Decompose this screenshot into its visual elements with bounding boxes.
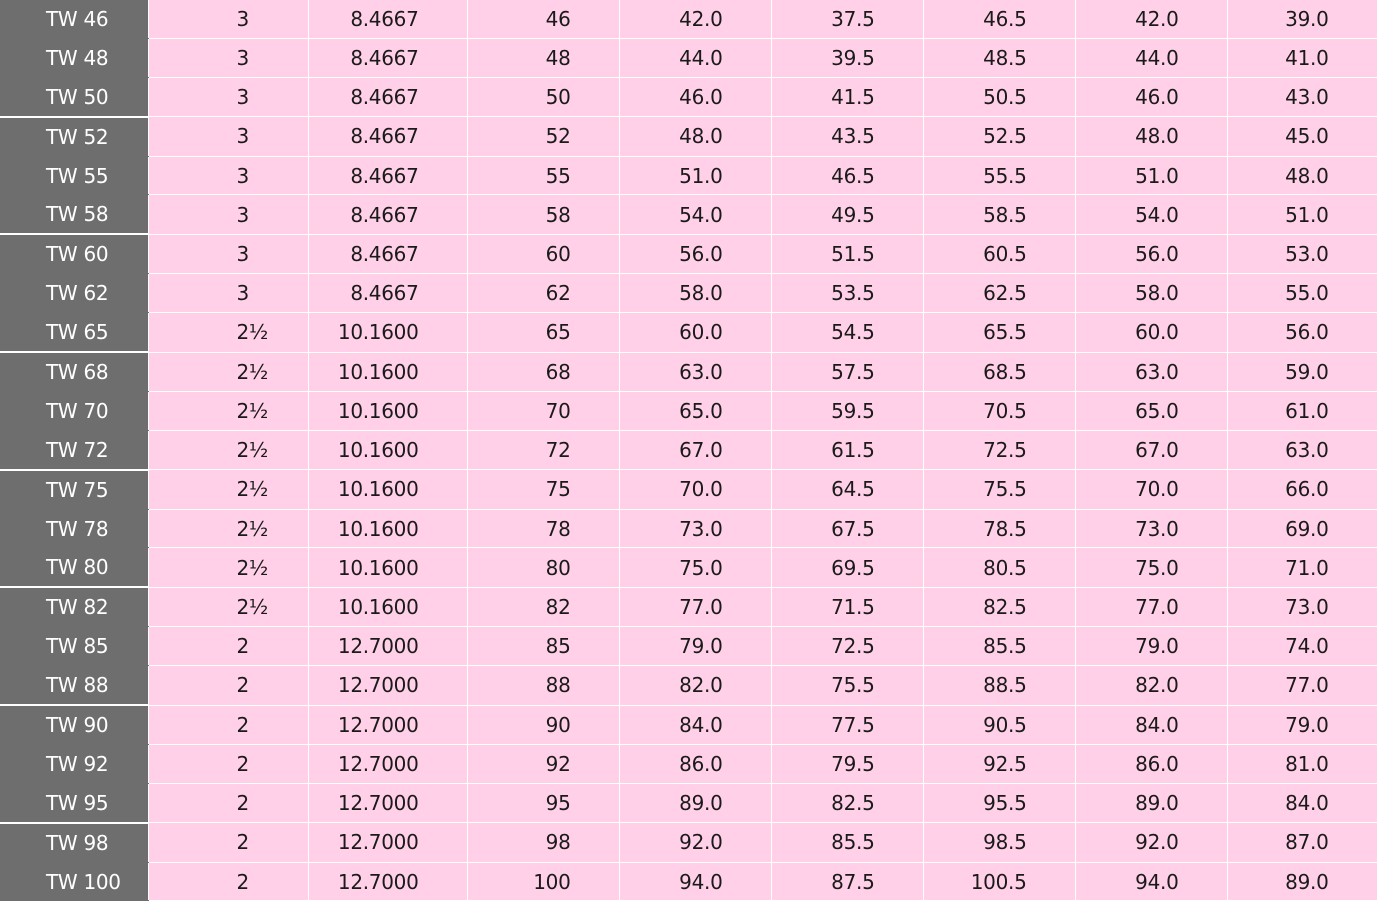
pitch-cell: 8.4667 <box>308 38 467 77</box>
pitch-cell: 8.4667 <box>308 0 467 38</box>
value-cell-3: 68.5 <box>923 352 1075 391</box>
threads-per-inch-cell: 2 <box>148 744 308 783</box>
value-cell-4: 44.0 <box>1075 38 1227 77</box>
thread-name-cell: TW 80 <box>0 548 148 587</box>
value-cell-4: 75.0 <box>1075 548 1227 587</box>
table-row <box>0 430 1377 469</box>
value-cell-2: 59.5 <box>771 391 923 430</box>
value-cell-3: 80.5 <box>923 548 1075 587</box>
pitch-cell: 12.7000 <box>308 627 467 666</box>
thread-name-cell: TW 70 <box>0 391 148 430</box>
value-cell-2: 51.5 <box>771 234 923 273</box>
value-cell-3: 95.5 <box>923 783 1075 822</box>
value-cell-3: 100.5 <box>923 862 1075 901</box>
value-cell-5: 66.0 <box>1227 470 1377 509</box>
value-cell-2: 43.5 <box>771 117 923 156</box>
value-cell-2: 67.5 <box>771 509 923 548</box>
value-cell-1: 92.0 <box>619 823 771 862</box>
value-cell-5: 73.0 <box>1227 587 1377 626</box>
threads-per-inch-cell: 2½ <box>148 587 308 626</box>
value-cell-2: 49.5 <box>771 195 923 234</box>
nominal-diameter-cell: 78 <box>467 509 619 548</box>
value-cell-3: 58.5 <box>923 195 1075 234</box>
nominal-diameter-cell: 95 <box>467 783 619 822</box>
value-cell-5: 84.0 <box>1227 783 1377 822</box>
pitch-cell: 10.1600 <box>308 470 467 509</box>
value-cell-5: 43.0 <box>1227 77 1377 116</box>
value-cell-2: 85.5 <box>771 823 923 862</box>
value-cell-4: 82.0 <box>1075 666 1227 705</box>
value-cell-3: 55.5 <box>923 156 1075 195</box>
value-cell-3: 88.5 <box>923 666 1075 705</box>
pitch-cell: 10.1600 <box>308 352 467 391</box>
pitch-cell: 12.7000 <box>308 666 467 705</box>
value-cell-1: 54.0 <box>619 195 771 234</box>
pitch-cell: 12.7000 <box>308 744 467 783</box>
threads-per-inch-cell: 3 <box>148 195 308 234</box>
nominal-diameter-cell: 50 <box>467 77 619 116</box>
table-row <box>0 823 1377 862</box>
nominal-diameter-cell: 80 <box>467 548 619 587</box>
thread-name-cell: TW 52 <box>0 117 148 156</box>
value-cell-1: 84.0 <box>619 705 771 744</box>
threads-per-inch-cell: 2½ <box>148 548 308 587</box>
nominal-diameter-cell: 58 <box>467 195 619 234</box>
threads-per-inch-cell: 2 <box>148 705 308 744</box>
threads-per-inch-cell: 2 <box>148 666 308 705</box>
value-cell-5: 55.0 <box>1227 274 1377 313</box>
value-cell-3: 70.5 <box>923 391 1075 430</box>
threads-per-inch-cell: 2½ <box>148 391 308 430</box>
value-cell-4: 79.0 <box>1075 627 1227 666</box>
value-cell-1: 73.0 <box>619 509 771 548</box>
value-cell-5: 77.0 <box>1227 666 1377 705</box>
value-cell-2: 54.5 <box>771 313 923 352</box>
threads-per-inch-cell: 2½ <box>148 509 308 548</box>
thread-name-cell: TW 48 <box>0 38 148 77</box>
table-row <box>0 548 1377 587</box>
table-row <box>0 705 1377 744</box>
thread-name-cell: TW 60 <box>0 234 148 273</box>
value-cell-2: 71.5 <box>771 587 923 626</box>
value-cell-4: 94.0 <box>1075 862 1227 901</box>
nominal-diameter-cell: 88 <box>467 666 619 705</box>
table-row <box>0 195 1377 234</box>
thread-name-cell: TW 58 <box>0 195 148 234</box>
value-cell-1: 70.0 <box>619 470 771 509</box>
threads-per-inch-cell: 2 <box>148 783 308 822</box>
value-cell-5: 87.0 <box>1227 823 1377 862</box>
nominal-diameter-cell: 92 <box>467 744 619 783</box>
value-cell-5: 45.0 <box>1227 117 1377 156</box>
nominal-diameter-cell: 85 <box>467 627 619 666</box>
pitch-cell: 8.4667 <box>308 156 467 195</box>
pitch-cell: 10.1600 <box>308 587 467 626</box>
value-cell-4: 58.0 <box>1075 274 1227 313</box>
value-cell-2: 79.5 <box>771 744 923 783</box>
value-cell-5: 59.0 <box>1227 352 1377 391</box>
value-cell-2: 61.5 <box>771 430 923 469</box>
value-cell-3: 90.5 <box>923 705 1075 744</box>
nominal-diameter-cell: 60 <box>467 234 619 273</box>
table-row <box>0 509 1377 548</box>
value-cell-5: 71.0 <box>1227 548 1377 587</box>
value-cell-4: 42.0 <box>1075 0 1227 38</box>
value-cell-4: 60.0 <box>1075 313 1227 352</box>
threads-per-inch-cell: 2½ <box>148 313 308 352</box>
value-cell-4: 54.0 <box>1075 195 1227 234</box>
pitch-cell: 12.7000 <box>308 783 467 822</box>
value-cell-2: 37.5 <box>771 0 923 38</box>
table-row <box>0 0 1377 38</box>
thread-name-cell: TW 85 <box>0 627 148 666</box>
value-cell-3: 78.5 <box>923 509 1075 548</box>
threads-per-inch-cell: 3 <box>148 38 308 77</box>
value-cell-3: 52.5 <box>923 117 1075 156</box>
value-cell-2: 41.5 <box>771 77 923 116</box>
nominal-diameter-cell: 98 <box>467 823 619 862</box>
value-cell-1: 94.0 <box>619 862 771 901</box>
value-cell-3: 82.5 <box>923 587 1075 626</box>
value-cell-2: 53.5 <box>771 274 923 313</box>
value-cell-5: 81.0 <box>1227 744 1377 783</box>
pitch-cell: 8.4667 <box>308 234 467 273</box>
nominal-diameter-cell: 70 <box>467 391 619 430</box>
value-cell-4: 46.0 <box>1075 77 1227 116</box>
table-row <box>0 234 1377 273</box>
value-cell-3: 62.5 <box>923 274 1075 313</box>
value-cell-4: 86.0 <box>1075 744 1227 783</box>
thread-name-cell: TW 78 <box>0 509 148 548</box>
value-cell-4: 48.0 <box>1075 117 1227 156</box>
thread-name-cell: TW 95 <box>0 783 148 822</box>
table-row <box>0 744 1377 783</box>
thread-name-cell: TW 75 <box>0 470 148 509</box>
threads-per-inch-cell: 2½ <box>148 430 308 469</box>
value-cell-2: 82.5 <box>771 783 923 822</box>
thread-name-cell: TW 92 <box>0 744 148 783</box>
thread-name-cell: TW 88 <box>0 666 148 705</box>
value-cell-5: 63.0 <box>1227 430 1377 469</box>
table-row <box>0 627 1377 666</box>
value-cell-5: 69.0 <box>1227 509 1377 548</box>
value-cell-5: 79.0 <box>1227 705 1377 744</box>
value-cell-3: 65.5 <box>923 313 1075 352</box>
value-cell-1: 82.0 <box>619 666 771 705</box>
threads-per-inch-cell: 3 <box>148 117 308 156</box>
nominal-diameter-cell: 90 <box>467 705 619 744</box>
table-row <box>0 391 1377 430</box>
value-cell-1: 60.0 <box>619 313 771 352</box>
value-cell-1: 44.0 <box>619 38 771 77</box>
value-cell-2: 75.5 <box>771 666 923 705</box>
threads-per-inch-cell: 2 <box>148 862 308 901</box>
table-row <box>0 77 1377 116</box>
thread-name-cell: TW 72 <box>0 430 148 469</box>
thread-name-cell: TW 50 <box>0 77 148 116</box>
table-row <box>0 862 1377 901</box>
value-cell-1: 63.0 <box>619 352 771 391</box>
value-cell-5: 48.0 <box>1227 156 1377 195</box>
threads-per-inch-cell: 2½ <box>148 352 308 391</box>
nominal-diameter-cell: 62 <box>467 274 619 313</box>
nominal-diameter-cell: 75 <box>467 470 619 509</box>
value-cell-4: 84.0 <box>1075 705 1227 744</box>
threads-per-inch-cell: 2 <box>148 823 308 862</box>
value-cell-1: 48.0 <box>619 117 771 156</box>
pitch-cell: 10.1600 <box>308 430 467 469</box>
pitch-cell: 10.1600 <box>308 313 467 352</box>
nominal-diameter-cell: 46 <box>467 0 619 38</box>
nominal-diameter-cell: 100 <box>467 862 619 901</box>
nominal-diameter-cell: 55 <box>467 156 619 195</box>
value-cell-1: 75.0 <box>619 548 771 587</box>
thread-name-cell: TW 46 <box>0 0 148 38</box>
value-cell-1: 58.0 <box>619 274 771 313</box>
pitch-cell: 8.4667 <box>308 195 467 234</box>
table-row <box>0 783 1377 822</box>
table-row <box>0 156 1377 195</box>
value-cell-1: 42.0 <box>619 0 771 38</box>
value-cell-2: 87.5 <box>771 862 923 901</box>
pitch-cell: 8.4667 <box>308 274 467 313</box>
value-cell-1: 46.0 <box>619 77 771 116</box>
pitch-cell: 10.1600 <box>308 391 467 430</box>
value-cell-3: 92.5 <box>923 744 1075 783</box>
value-cell-1: 79.0 <box>619 627 771 666</box>
value-cell-2: 64.5 <box>771 470 923 509</box>
thread-name-cell: TW 100 <box>0 862 148 901</box>
thread-name-cell: TW 90 <box>0 705 148 744</box>
value-cell-4: 89.0 <box>1075 783 1227 822</box>
value-cell-5: 56.0 <box>1227 313 1377 352</box>
value-cell-5: 53.0 <box>1227 234 1377 273</box>
value-cell-1: 67.0 <box>619 430 771 469</box>
threads-per-inch-cell: 2 <box>148 627 308 666</box>
thread-name-cell: TW 98 <box>0 823 148 862</box>
value-cell-4: 70.0 <box>1075 470 1227 509</box>
pitch-cell: 8.4667 <box>308 117 467 156</box>
nominal-diameter-cell: 82 <box>467 587 619 626</box>
value-cell-4: 77.0 <box>1075 587 1227 626</box>
value-cell-5: 74.0 <box>1227 627 1377 666</box>
value-cell-1: 51.0 <box>619 156 771 195</box>
threads-per-inch-cell: 2½ <box>148 470 308 509</box>
thread-name-cell: TW 62 <box>0 274 148 313</box>
pitch-cell: 8.4667 <box>308 77 467 116</box>
value-cell-3: 48.5 <box>923 38 1075 77</box>
thread-name-cell: TW 65 <box>0 313 148 352</box>
pitch-cell: 12.7000 <box>308 862 467 901</box>
value-cell-5: 89.0 <box>1227 862 1377 901</box>
value-cell-3: 75.5 <box>923 470 1075 509</box>
nominal-diameter-cell: 65 <box>467 313 619 352</box>
pitch-cell: 12.7000 <box>308 705 467 744</box>
value-cell-3: 85.5 <box>923 627 1075 666</box>
value-cell-5: 61.0 <box>1227 391 1377 430</box>
thread-name-cell: TW 55 <box>0 156 148 195</box>
thread-name-cell: TW 68 <box>0 352 148 391</box>
table-row <box>0 470 1377 509</box>
table-row <box>0 117 1377 156</box>
value-cell-3: 60.5 <box>923 234 1075 273</box>
value-cell-5: 51.0 <box>1227 195 1377 234</box>
threads-per-inch-cell: 3 <box>148 156 308 195</box>
value-cell-5: 39.0 <box>1227 0 1377 38</box>
value-cell-5: 41.0 <box>1227 38 1377 77</box>
threads-per-inch-cell: 3 <box>148 234 308 273</box>
table-row <box>0 666 1377 705</box>
value-cell-2: 69.5 <box>771 548 923 587</box>
pitch-cell: 12.7000 <box>308 823 467 862</box>
value-cell-4: 73.0 <box>1075 509 1227 548</box>
value-cell-1: 65.0 <box>619 391 771 430</box>
value-cell-2: 39.5 <box>771 38 923 77</box>
value-cell-4: 65.0 <box>1075 391 1227 430</box>
value-cell-4: 63.0 <box>1075 352 1227 391</box>
value-cell-1: 77.0 <box>619 587 771 626</box>
value-cell-1: 56.0 <box>619 234 771 273</box>
pitch-cell: 10.1600 <box>308 548 467 587</box>
value-cell-3: 72.5 <box>923 430 1075 469</box>
value-cell-3: 98.5 <box>923 823 1075 862</box>
table-row <box>0 274 1377 313</box>
value-cell-1: 86.0 <box>619 744 771 783</box>
value-cell-2: 57.5 <box>771 352 923 391</box>
threads-per-inch-cell: 3 <box>148 274 308 313</box>
table-row <box>0 352 1377 391</box>
pitch-cell: 10.1600 <box>308 509 467 548</box>
value-cell-4: 56.0 <box>1075 234 1227 273</box>
nominal-diameter-cell: 48 <box>467 38 619 77</box>
threads-per-inch-cell: 3 <box>148 77 308 116</box>
thread-name-cell: TW 82 <box>0 587 148 626</box>
value-cell-2: 72.5 <box>771 627 923 666</box>
table-row <box>0 313 1377 352</box>
value-cell-3: 50.5 <box>923 77 1075 116</box>
value-cell-2: 77.5 <box>771 705 923 744</box>
nominal-diameter-cell: 72 <box>467 430 619 469</box>
table-row <box>0 38 1377 77</box>
nominal-diameter-cell: 68 <box>467 352 619 391</box>
value-cell-4: 92.0 <box>1075 823 1227 862</box>
value-cell-3: 46.5 <box>923 0 1075 38</box>
value-cell-1: 89.0 <box>619 783 771 822</box>
value-cell-2: 46.5 <box>771 156 923 195</box>
threads-per-inch-cell: 3 <box>148 0 308 38</box>
value-cell-4: 51.0 <box>1075 156 1227 195</box>
nominal-diameter-cell: 52 <box>467 117 619 156</box>
table-row <box>0 587 1377 626</box>
value-cell-4: 67.0 <box>1075 430 1227 469</box>
